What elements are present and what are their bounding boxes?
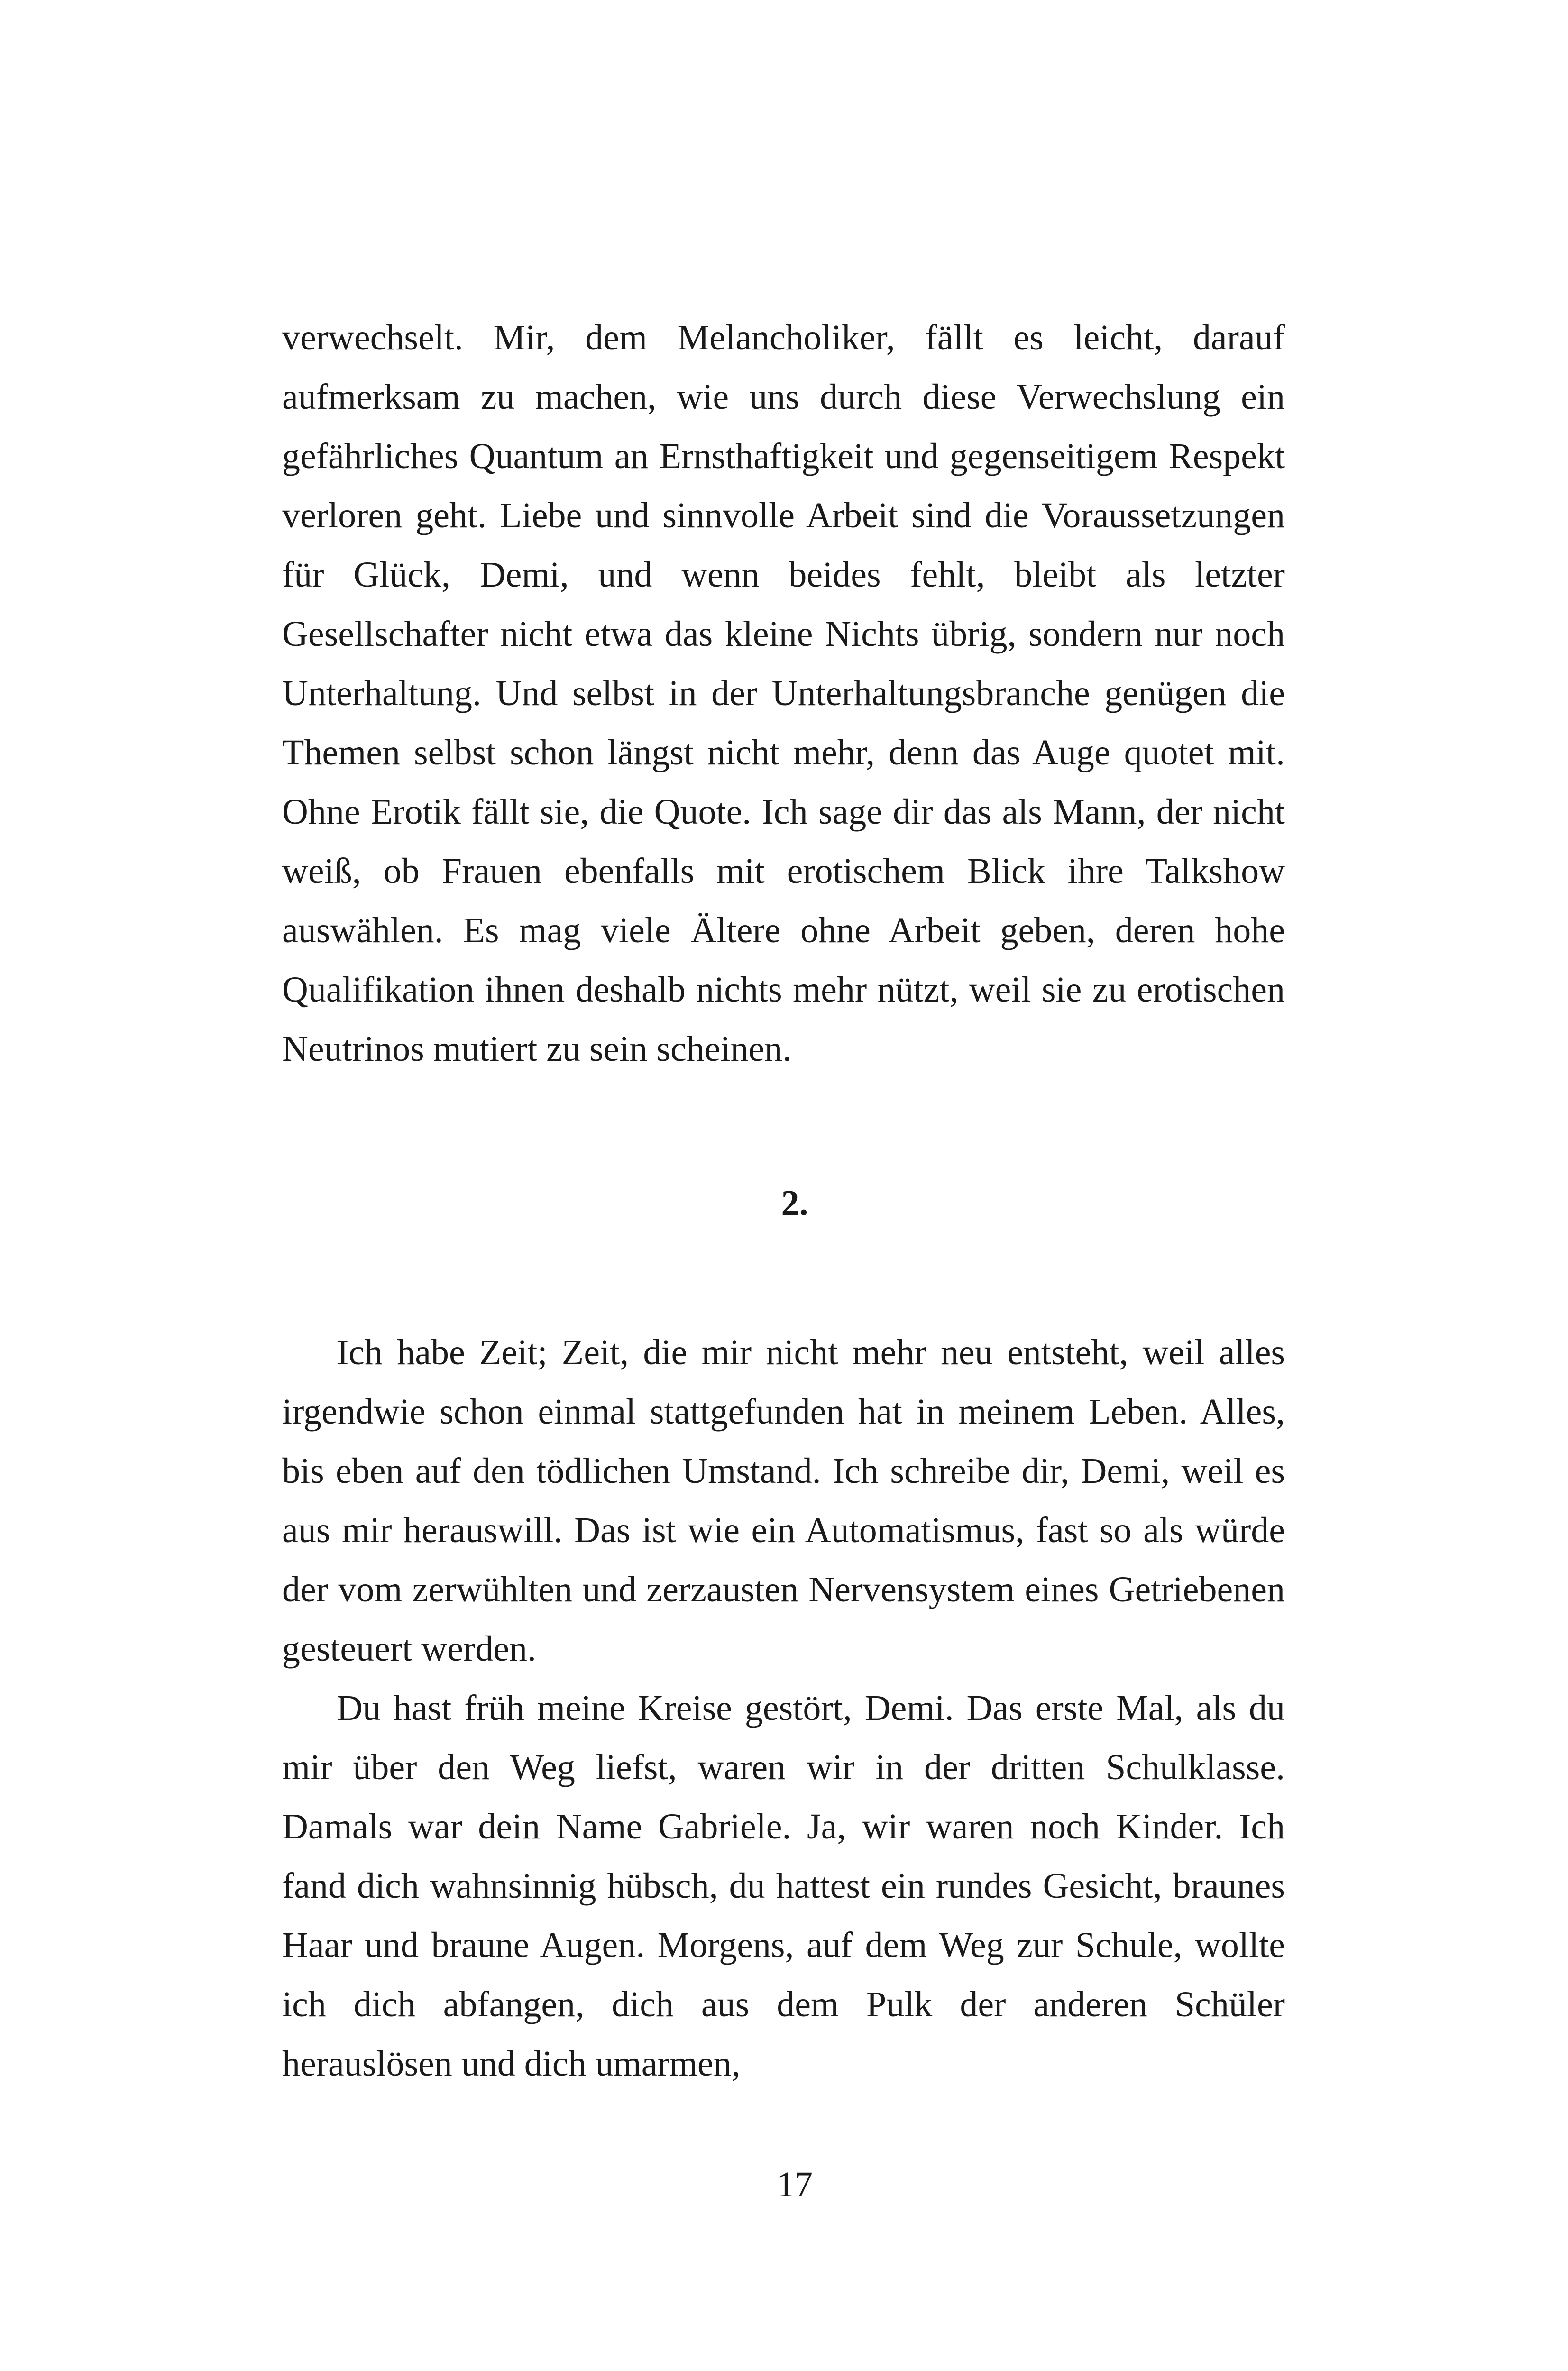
text-block-top [282, 308, 1285, 1079]
paragraph-continuation: verwechselt. Mir, dem Melancholiker, fällt es leicht, darauf aufmerksam zu machen, wie uns durch diese Verwechslung ein gefährliches Quantum an Ernsthaftigkeit und gegenseitigem Respekt verloren geht. Liebe und sinnvolle Arbeit sind die Voraussetzungen für Glück, Demi, und wenn beides fehlt, bleibt als letzter Gesellschafter nicht etwa das kleine Nichts übrig, sondern nur noch Unterhaltung. Und selbst in der Unterhaltungsbranche genügen die Themen selbst schon längst nicht mehr, denn das Auge quotet mit. Ohne Erotik fällt sie, die Quote. Ich sage dir das als Mann, der nicht weiß, ob Frauen ebenfalls mit erotischem Blick ihre Talkshow auswählen. Es mag viele Ältere ohne Arbeit geben, deren hohe Qualifikation ihnen deshalb nichts mehr nützt, weil sie zu erotischen Neutrinos mutiert zu sein scheinen. [282, 318, 1285, 1069]
section-heading: 2. [781, 1183, 808, 1223]
paragraph-section-2-first: Ich habe Zeit; Zeit, die mir nicht mehr neu entsteht, weil alles irgendwie schon einmal stattgefunden hat in meinem Leben. Alles, bis eben auf den tödlichen Umstand. Ich schreibe dir, Demi, weil es aus mir herauswill. Das ist wie ein Automatismus, fast so als würde der vom zerwühlten und zerzausten Nervensystem eines Getriebenen gesteuert werden. [282, 1333, 1285, 1669]
text-block-section-2 [282, 1323, 1285, 2094]
page-number: 17 [777, 2165, 813, 2205]
paragraph-section-2-second: Du hast früh meine Kreise gestört, Demi. Das erste Mal, als du mir über den Weg liefst, waren wir in der dritten Schulklasse. Damals war dein Name Gabriele. Ja, wir waren noch Kinder. Ich fand dich wahnsinnig hübsch, du hattest ein rundes Gesicht, braunes Haar und braune Augen. Morgens, auf dem Weg zur Schule, wollte ich dich abfangen, dich aus dem Pulk der anderen Schüler herauslösen und dich umarmen, [282, 1688, 1285, 2084]
